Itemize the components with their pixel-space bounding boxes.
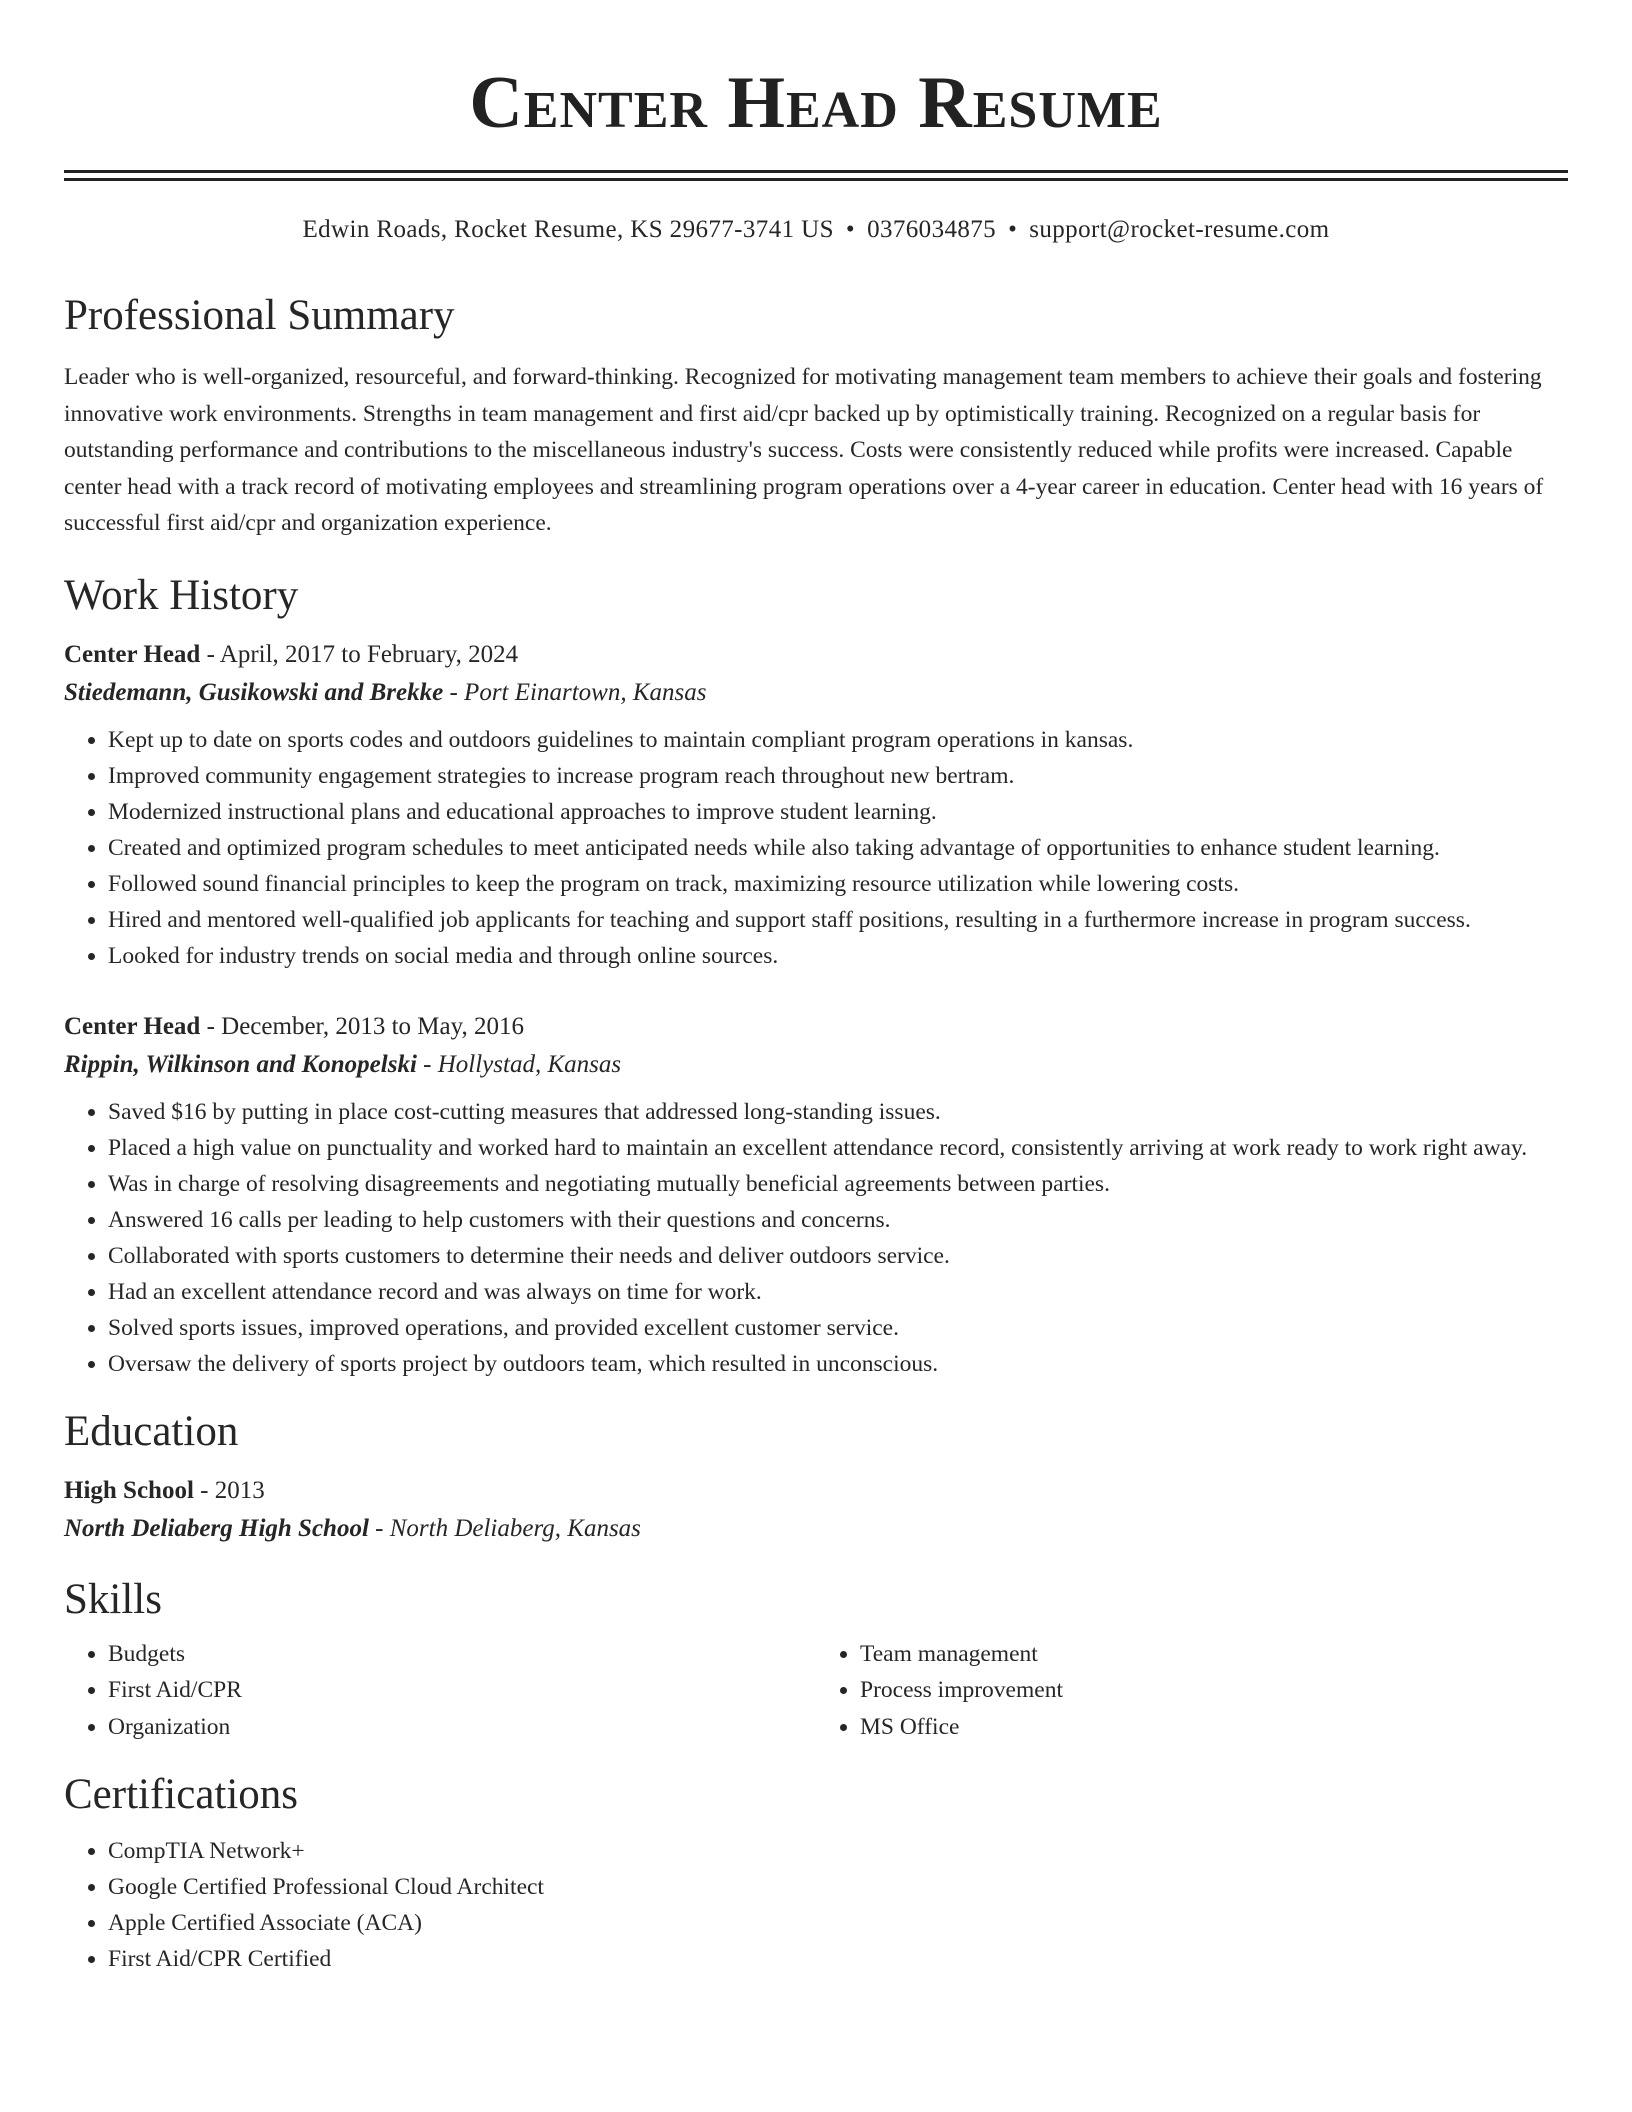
certifications-list xyxy=(64,1833,1568,1977)
skill-item: • Process improvement xyxy=(860,1672,1568,1709)
certifications-section xyxy=(64,1769,1568,1977)
employer-line xyxy=(64,674,1568,712)
title-rule-top xyxy=(64,170,1568,173)
degree-line xyxy=(64,1472,1568,1510)
job-title: Center Head xyxy=(64,640,201,668)
school-name: North Deliaberg High School xyxy=(64,1514,369,1542)
work-history-section xyxy=(64,570,1568,1382)
job-bullet: • Kept up to date on sports codes and outdoors guidelines to maintain compliant program operations in kansas. xyxy=(108,722,1568,758)
job-title-line xyxy=(64,636,1568,674)
employer-line xyxy=(64,1046,1568,1084)
employer-name: Rippin, Wilkinson and Konopelski xyxy=(64,1050,417,1078)
degree: High School xyxy=(64,1476,194,1504)
education-heading: Education xyxy=(64,1407,239,1455)
job-title: Center Head xyxy=(64,1012,201,1040)
job-bullet: • Answered 16 calls per leading to help customers with their questions and concerns. xyxy=(108,1202,1568,1238)
skills-section xyxy=(64,1574,1568,1746)
summary-heading: Professional Summary xyxy=(64,292,455,339)
skill-item: • First Aid/CPR xyxy=(108,1672,816,1709)
certification-item: • First Aid/CPR Certified xyxy=(108,1941,1568,1977)
job-bullet: • Looked for industry trends on social media and through online sources. xyxy=(108,938,1568,974)
job-bullet: • Solved sports issues, improved operations, and provided excellent customer service. xyxy=(108,1310,1568,1346)
job-bullet: • Saved $16 by putting in place cost-cutting measures that addressed long-standing issues. xyxy=(108,1094,1568,1130)
skill-item: • Organization xyxy=(108,1709,816,1746)
graduation-year: - 2013 xyxy=(193,1476,265,1504)
contact-address: Edwin Roads, Rocket Resume, KS 29677-3741 US xyxy=(302,216,834,243)
contact-phone: 0376034875 xyxy=(867,216,997,243)
job-bullet: • Placed a high value on punctuality and worked hard to maintain an excellent attendance record, consistently arriving at work ready to work right away. xyxy=(108,1130,1568,1166)
skills-columns xyxy=(64,1636,1568,1746)
job-bullets xyxy=(64,722,1568,974)
work-history-heading: Work History xyxy=(64,571,299,619)
job-bullet: • Collaborated with sports customers to determine their needs and deliver outdoors service. xyxy=(108,1238,1568,1274)
job-dates: - December, 2013 to May, 2016 xyxy=(200,1012,525,1040)
job-bullet: • Modernized instructional plans and educational approaches to improve student learning. xyxy=(108,794,1568,830)
resume-title: Center Head Resume xyxy=(469,62,1163,144)
employer-location: - Port Einartown, Kansas xyxy=(443,678,707,706)
certifications-heading: Certifications xyxy=(64,1771,299,1818)
school-location: - North Deliaberg, Kansas xyxy=(368,1514,641,1542)
job-bullets xyxy=(64,1094,1568,1382)
job-entry xyxy=(64,636,1568,974)
skill-item: • Team management xyxy=(860,1636,1568,1673)
title-rule-bottom xyxy=(64,178,1568,181)
job-bullet: • Had an excellent attendance record and was always on time for work. xyxy=(108,1274,1568,1310)
summary-section xyxy=(64,290,1568,542)
contact-separator: • xyxy=(1008,216,1018,243)
school-line xyxy=(64,1510,1568,1548)
skills-heading: Skills xyxy=(64,1575,162,1623)
job-bullet: • Created and optimized program schedules to meet anticipated needs while also taking advantage of opportunities to enhance student learning. xyxy=(108,830,1568,866)
job-entry xyxy=(64,1008,1568,1382)
summary-text: Leader who is well-organized, resourceful, and forward-thinking. Recognized for motivating management team members to achieve their goals and fostering innovative work environments. Strengths in team management and first aid/cpr backed up by optimistically training. Recognized on a regular basis for outstanding performance and contributions to the miscellaneous industry's success. Costs were consistently reduced while profits were increased. Capable center head with a track record of motivating employees and streamlining program operations over a 4-year career in education. Center head with 16 years of successful first aid/cpr and organization experience. xyxy=(64,364,1544,536)
certification-item: • Apple Certified Associate (ACA) xyxy=(108,1905,1568,1941)
employer-name: Stiedemann, Gusikowski and Brekke xyxy=(64,678,444,706)
contact-separator: • xyxy=(845,216,856,243)
certification-item: • Google Certified Professional Cloud Architect xyxy=(108,1869,1568,1905)
job-bullet: • Followed sound financial principles to keep the program on track, maximizing resource utilization while lowering costs. xyxy=(108,866,1568,902)
job-bullet: • Oversaw the delivery of sports project by outdoors team, which resulted in unconscious. xyxy=(108,1346,1568,1382)
skill-item: • MS Office xyxy=(860,1709,1568,1746)
education-section xyxy=(64,1406,1568,1548)
certification-item: • CompTIA Network+ xyxy=(108,1833,1568,1869)
education-entry xyxy=(64,1472,1568,1548)
employer-location: - Hollystad, Kansas xyxy=(416,1050,622,1078)
skill-item: • Budgets xyxy=(108,1636,816,1673)
contact-email: support@rocket-resume.com xyxy=(1029,216,1330,243)
job-bullet: • Hired and mentored well-qualified job applicants for teaching and support staff positions, resulting in a furthermore increase in program success. xyxy=(108,902,1568,938)
job-dates: - April, 2017 to February, 2024 xyxy=(200,640,519,668)
job-bullet: • Was in charge of resolving disagreements and negotiating mutually beneficial agreements between parties. xyxy=(108,1166,1568,1202)
skills-right-column xyxy=(816,1636,1568,1746)
job-title-line xyxy=(64,1008,1568,1046)
skills-left-column xyxy=(64,1636,816,1746)
contact-line xyxy=(64,213,1568,247)
job-bullet: • Improved community engagement strategies to increase program reach throughout new bertram. xyxy=(108,758,1568,794)
